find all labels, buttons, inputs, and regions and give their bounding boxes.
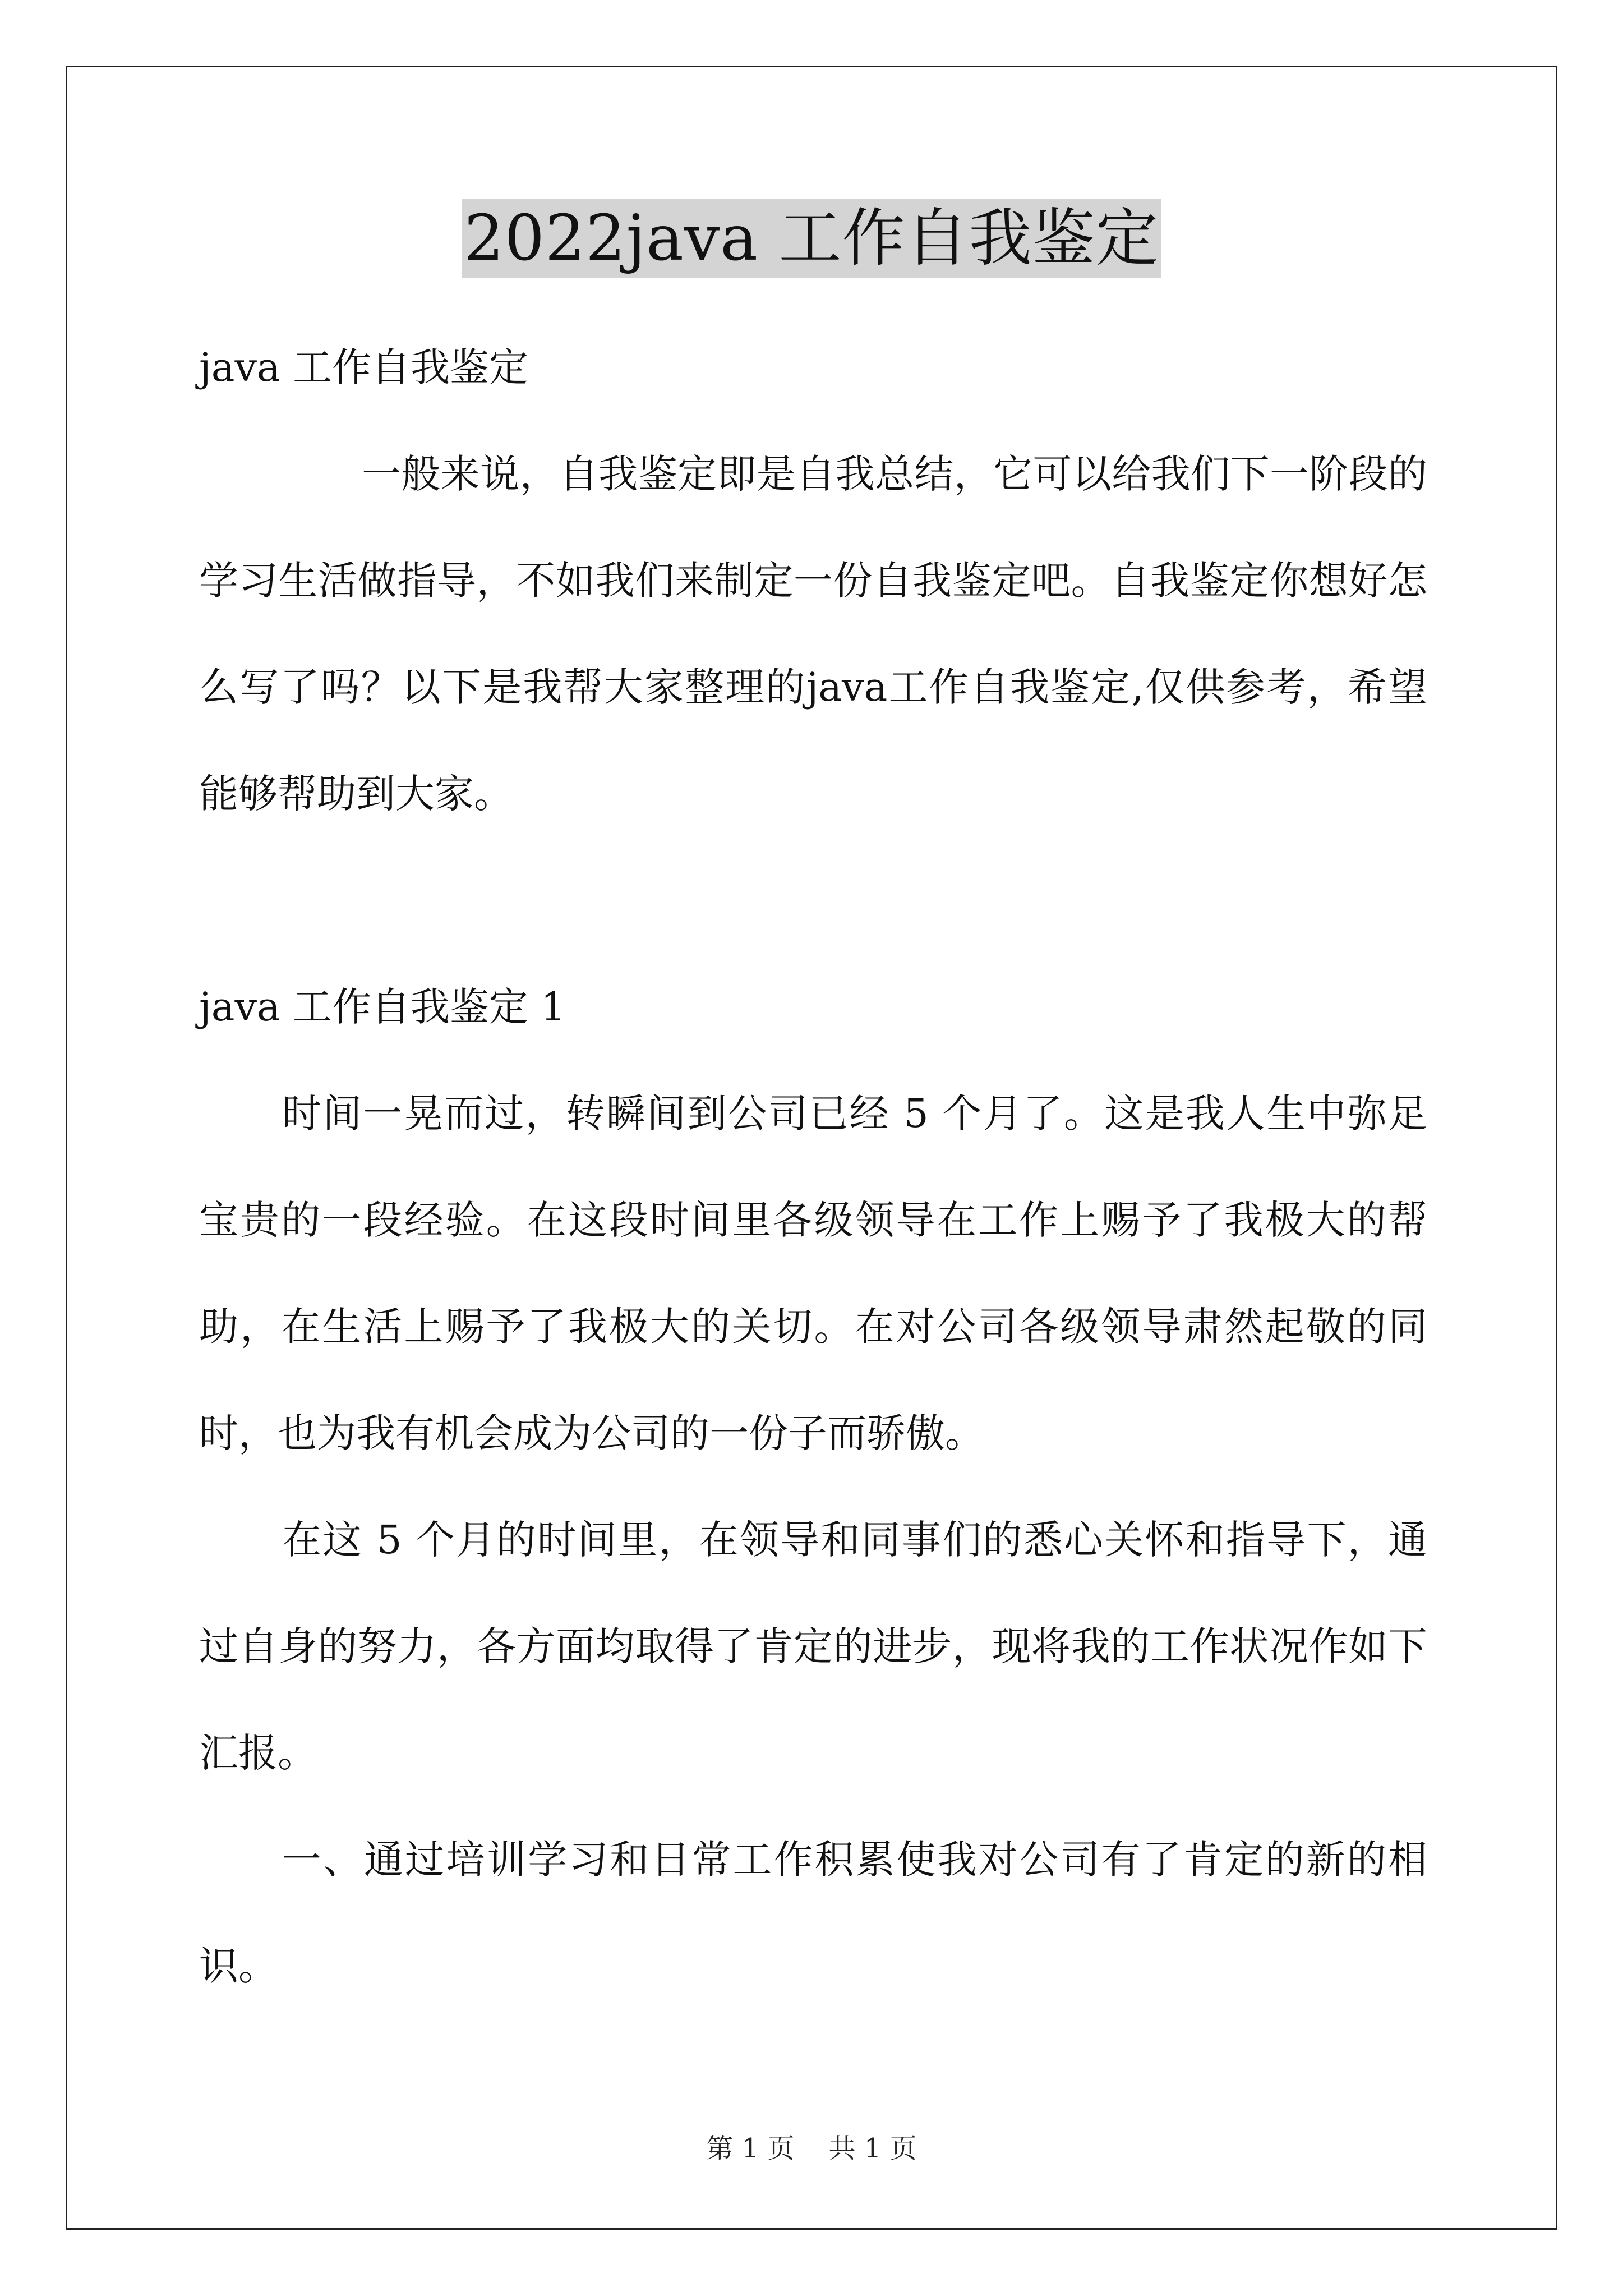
- intro-paragraph: 一般来说，自我鉴定即是自我总结，它可以给我们下一阶段的学习生活做指导，不如我们来制定一份自我鉴定吧。自我鉴定你想好怎么写了吗？以下是我帮大家整理的java工作自我鉴定,仅供参考，希望能够帮助到大家。: [199, 451, 1427, 817]
- body-paragraph-3: 一、通过培训学习和日常工作积累使我对公司有了肯定的新的相识。: [199, 1837, 1427, 1989]
- page-number: 第 1 页: [706, 2133, 795, 2164]
- page-footer: [0, 2132, 1623, 2165]
- document-subtitle: java 工作自我鉴定: [199, 344, 528, 390]
- body-paragraph-1: 时间一晃而过，转瞬间到公司已经 5 个月了。这是我人生中弥足宝贵的一段经验。在这段时间里各级领导在工作上赐予了我极大的帮助，在生活上赐予了我极大的关切。在对公司各级领导肃然起敬的同时，也为我有机会成为公司的一份子而骄傲。: [199, 1091, 1427, 1456]
- section-heading: java 工作自我鉴定 1: [199, 984, 566, 1030]
- document-body: [199, 314, 1427, 2019]
- title-container: [0, 199, 1623, 278]
- total-pages: 共 1 页: [828, 2133, 917, 2164]
- document-title: 2022java 工作自我鉴定: [462, 199, 1161, 278]
- body-paragraph-2: 在这 5 个月的时间里，在领导和同事们的悉心关怀和指导下，通过自身的努力，各方面均取得了肯定的进步，现将我的工作状况作如下汇报。: [199, 1517, 1427, 1776]
